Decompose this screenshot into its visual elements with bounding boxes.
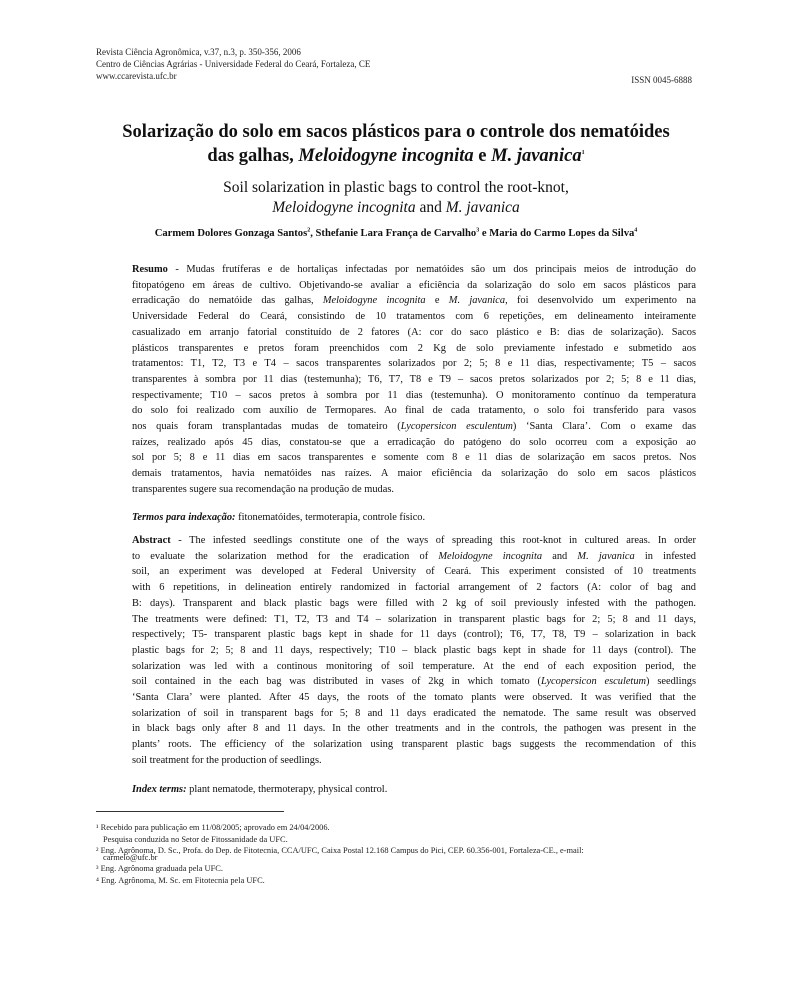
text-line bbox=[132, 782, 696, 798]
author-separator: , bbox=[310, 228, 316, 239]
journal-url: www.ccarevista.ufc.br bbox=[96, 71, 177, 81]
keywords-english bbox=[132, 782, 696, 798]
title-line: Soil solarization in plastic bags to control the root-knot, bbox=[223, 179, 569, 196]
author-separator: e bbox=[479, 228, 490, 239]
text-span: e bbox=[425, 295, 449, 307]
footnotes bbox=[96, 822, 696, 887]
footnote: ¹ Recebido para publicação em 11/08/2005; aprovado em 24/04/2006. bbox=[96, 823, 330, 832]
species-name: M. javanica bbox=[491, 146, 582, 166]
text-line bbox=[132, 510, 696, 526]
text-line: tratamentos: T1, T2, T3 e T4 – sacos transparentes solarizados por 2; 5; 8 e 11 dias, respectivamente; T5 – sacos bbox=[132, 358, 696, 370]
footnote-ref: 1 bbox=[581, 149, 585, 156]
species-name: Meloidogyne incognita bbox=[272, 199, 416, 216]
author-name: Maria do Carmo Lopes da Silva bbox=[489, 228, 635, 239]
text-line: demais tratamentos, havia nematóides nas raízes. A maior eficiência da solarização do solo em sacos plásticos bbox=[132, 468, 696, 480]
footnote-ref: 3 bbox=[476, 227, 480, 234]
title-text: das galhas, bbox=[207, 146, 299, 166]
text-span: ) seedlings bbox=[646, 676, 696, 688]
text-line: solarization of soil in transparent bags for 5; 8 and 11 days eradicated the nematode. The same result was observed bbox=[132, 707, 696, 719]
species-name: Meloidogyne incognita bbox=[298, 146, 474, 166]
text-line: do solo foi realizado com auxílio de Termopares. Ao final de cada tratamento, o solo foi transferido para vasos bbox=[132, 405, 696, 417]
title-text: e bbox=[473, 146, 492, 166]
footnote-email: carmelo@ufc.br bbox=[103, 852, 158, 862]
footnote: ² Eng. Agrônoma, D. Sc., Profa. do Dep. de Fitotecnia, CCA/UFC, Caixa Postal 12.168 Campus do Pici, CEP. 60.356-001, Fortaleza-CE., e-mail: bbox=[96, 846, 584, 856]
text-line: The treatments were defined: T1, T2, T3 and T4 – solarization in transparent plastic bags for 2; 5; 8 and 11 days, bbox=[132, 613, 696, 625]
text-span: ) ‘Santa Clara’. Com o exame das bbox=[512, 421, 696, 433]
text-line: solarization was led with a continous monitoring of soil temperature. At the end of each exposition period, the bbox=[132, 660, 696, 672]
journal-citation bbox=[96, 46, 370, 82]
text-line: plastic bags for 2; 5; 8 and 11 days, respectively; T10 – black plastic bags kept in shade for 11 days (control). The bbox=[132, 644, 696, 656]
text-line: plants’ roots. The efficiency of the solarization using transparent plastic bags suggests the recommendation of this bbox=[132, 739, 696, 751]
text-line bbox=[132, 674, 696, 690]
title-portuguese bbox=[60, 120, 732, 168]
text-line: respectively; T5- transparent plastic bags kept in shade for 11 days (control); T6, T7, T8, T9 – solarization in back bbox=[132, 629, 696, 641]
species-name: Lycopersicon esculentum bbox=[400, 421, 513, 433]
text-span: nos quais foram transplantadas mudas de tomateiro ( bbox=[132, 421, 401, 433]
text-line: transparentes à sombra por 11 dias (testemunha); T6, T7, T8 e T9 – sacos pretos solarizados por 2; 5; 8 e 11 dias, bbox=[132, 373, 696, 385]
text-span: - The infested seedlings constitute one of the ways of spreading this root-knot in cultured areas. In order bbox=[170, 535, 696, 546]
text-span: in infested bbox=[634, 550, 697, 562]
footnote-ref: 2 bbox=[307, 227, 311, 234]
text-span: erradicação do nematóide das galhas, bbox=[132, 295, 323, 307]
species-name: M. javanica bbox=[448, 295, 506, 307]
issn: ISSN 0045-6888 bbox=[631, 75, 692, 85]
title-line: Solarização do solo em sacos plásticos para o controle dos nematóides bbox=[122, 122, 670, 142]
keywords-text: fitonematóides, termoterapia, controle físico. bbox=[235, 512, 426, 523]
text-line bbox=[132, 419, 696, 435]
text-span: soil contained in the each bag was distributed in vases of 2kg in which tomato ( bbox=[132, 676, 541, 688]
text-line: transparentes sugere sua recomendação na produção de mudas. bbox=[132, 483, 394, 495]
text-line bbox=[132, 533, 696, 549]
index-terms-label: Index terms: bbox=[132, 784, 187, 795]
species-name: Lycopersicon esculetum bbox=[540, 676, 647, 688]
title-line bbox=[60, 198, 732, 218]
text-line: in black bags only after 8 and 11 days. In the other treatments and in the controls, the pathogen was present in the bbox=[132, 723, 696, 735]
text-line: soil, an experiment was developed at Federal University of Ceará. This experiment consisted of 10 treatments bbox=[132, 566, 696, 578]
text-span: - Mudas frutíferas e de hortaliças infectadas por nematóides são um dos principais meios de introdução do bbox=[167, 264, 696, 275]
journal-line: Centro de Ciências Agrárias - Universidade Federal do Ceará, Fortaleza, CE bbox=[96, 59, 371, 69]
index-terms-text: plant nematode, thermoterapy, physical control. bbox=[186, 784, 388, 795]
text-line: sol por 5; 8 e 11 dias em sacos transparentes e somente com 8 e 11 dias de solarização em sacos pretos. Nos bbox=[132, 452, 696, 464]
title-text: and bbox=[415, 199, 446, 216]
resumo-paragraph bbox=[132, 262, 696, 498]
abstract-paragraph bbox=[132, 533, 696, 769]
footnote: ⁴ Eng. Agrônoma, M. Sc. em Fitotecnia pela UFC. bbox=[96, 875, 265, 885]
author-name: Sthefanie Lara França de Carvalho bbox=[315, 228, 477, 239]
keywords-label: Termos para indexação: bbox=[132, 512, 236, 523]
author-name: Carmem Dolores Gonzaga Santos bbox=[154, 228, 308, 239]
abstract-label: Abstract bbox=[132, 535, 171, 546]
text-line: ‘Santa Clara’ were planted. After 45 days, the roots of the tomato plants were observed. It was verified that the bbox=[132, 692, 696, 704]
keywords-portuguese bbox=[132, 510, 696, 526]
text-line: plásticos transparentes e pretos foram preenchidos com 2 Kg de solo previamente infestado e submetido aos bbox=[132, 342, 696, 354]
species-name: Meloidogyne incognita bbox=[438, 550, 543, 562]
text-span: , foi desenvolvido um experimento na bbox=[505, 295, 697, 307]
footnote-divider bbox=[96, 811, 284, 812]
text-line bbox=[132, 549, 696, 565]
species-name: M. javanica bbox=[577, 550, 635, 562]
text-span: to evaluate the solarization method for the eradication of bbox=[132, 550, 439, 562]
species-name: M. javanica bbox=[445, 199, 520, 216]
species-name: Meloidogyne incognita bbox=[322, 295, 426, 307]
text-span: and bbox=[542, 550, 578, 562]
footnote-ref: 4 bbox=[634, 227, 638, 234]
text-line: respectivamente; T10 – sacos pretos à sombra por 11 dias (testemunha). O monitoramento contínuo da temperatura bbox=[132, 389, 696, 401]
footnote: ³ Eng. Agrônoma graduada pela UFC. bbox=[96, 864, 223, 874]
resumo-label: Resumo bbox=[132, 264, 168, 275]
text-line: raízes, realizado após 45 dias, constatou-se que a erradicação do patógeno do solo ocorreu com a exposição ao bbox=[132, 436, 696, 448]
journal-line: Revista Ciência Agronômica, v.37, n.3, p. 350-356, 2006 bbox=[96, 47, 301, 57]
text-line bbox=[132, 293, 696, 309]
footnote: Pesquisa conduzida no Setor de Fitossanidade da UFC. bbox=[103, 834, 288, 844]
text-line: with 6 repetitions, in delineation entirely randomized in factorial arrangement of 2 factors (A: color of bag and bbox=[132, 582, 696, 594]
text-line: soil treatment for the production of seedlings. bbox=[132, 754, 322, 766]
title-english bbox=[60, 178, 732, 218]
title-line bbox=[60, 144, 732, 168]
text-line: Universidade Federal do Ceará, consistindo de 10 tratamentos com 6 repetições, em delineamento inteiramente bbox=[132, 311, 696, 323]
text-line: B: days). Transparent and black plastic bags were filled with 2 kg of soil previously infested with the pathogen. bbox=[132, 597, 696, 609]
text-line bbox=[132, 262, 696, 278]
text-line: casualizado em arranjo fatorial constituído de 2 fatores (A: cor do saco plástico e B: dias de solarização). Sacos bbox=[132, 326, 696, 338]
text-line: fitopatógeno em áreas de cultivo. Objetivando-se avaliar a eficiência da solarização do solo em sacos plásticos para bbox=[132, 279, 696, 291]
author-list bbox=[60, 227, 732, 241]
